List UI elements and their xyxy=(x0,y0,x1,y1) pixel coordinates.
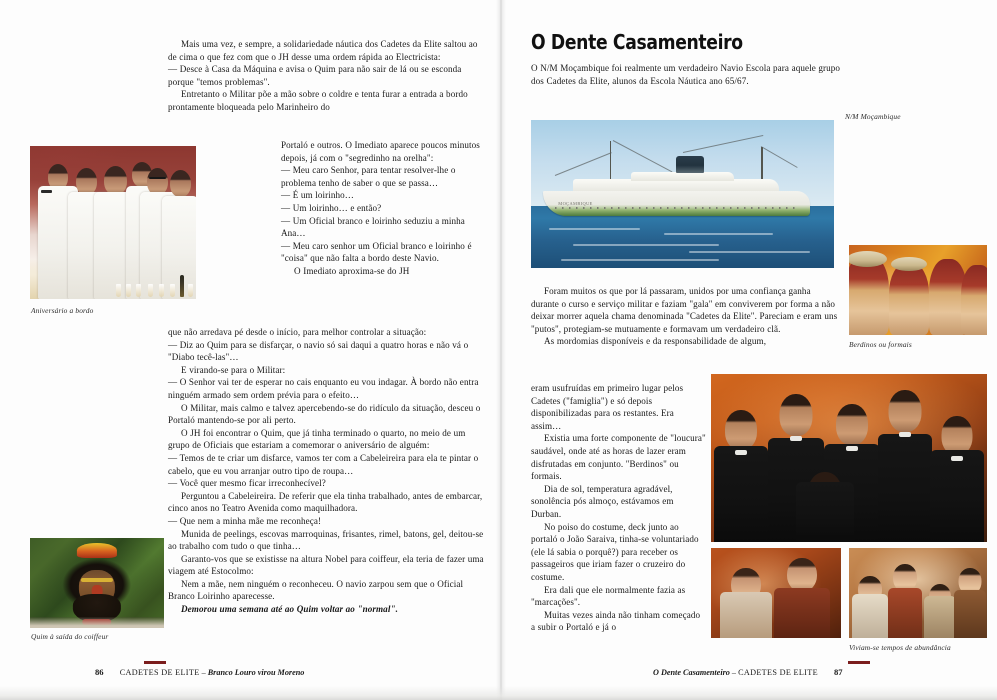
photo-coiffeur xyxy=(30,538,164,628)
page-bottom-edge xyxy=(0,686,997,700)
photo-familia xyxy=(849,548,987,638)
right-running-separator: – xyxy=(731,668,737,677)
right-footer xyxy=(653,667,843,677)
right-text-wide: Foram muitos os que por lá passaram, unidos por uma confiança ganha durante o curso e serviço militar e faziam "gala" em conviverem por forma a não deixar morrer aquela chama denominada "Cadetes da Elite". Pareciam e eram uns "putos", protegiam-se mutuamente e formavam um verdadeiro clã. As mordomias disponíveis e da responsabilidade de algum, xyxy=(531,286,838,347)
photo-aniversario xyxy=(30,146,196,299)
left-text-narrow: Portaló e outros. O Imediato aparece poucos minutos depois, já com o "segredinho na orelha": — Meu caro Senhor, para tentar resolver-lhe o problema tenho de saber o que se passa… — É um loirinho… — Um loirinho… e então? — Um Oficial branco e loirinho seduziu a minha Ana… — Meu caro senhor um Oficial branco e loirinho é "coisa" que não falta a bordo deste Navio. O Imediato aproxima-se do JH xyxy=(281,140,480,276)
right-page xyxy=(500,0,997,700)
left-running-book: CADETES DE ELITE xyxy=(119,668,200,677)
right-running-book: CADETES DE ELITE xyxy=(738,668,818,677)
right-text-narrow: eram usufruídas em primeiro lugar pelos Cadetes ("famiglia") e só depois disponibilizadas para os restantes. Era assim… Existia uma forte componente de "loucura" saudável, onde até as horas de lazer eram disfrutadas em conjunto. "Berdinos" ou formais. Dia de sol, temperatura agradável, sonolência pós almoço, estávamos em Durban. No poiso do costume, deck junto ao portaló o João Saraiva, tinha-se voluntariado (ele lá sabia o porquê?) para receber os passageiros que iriam fazer o cruzeiro do costume. Era dali que ele normalmente fazia as "marcações". Muitas vezes ainda não tinham começado a subir o Portaló e já o xyxy=(531,383,706,633)
left-page-number: 86 xyxy=(95,667,104,677)
left-footer-rule xyxy=(144,661,166,664)
left-running-separator: – xyxy=(201,668,206,677)
left-footer xyxy=(95,667,304,677)
left-text-mid: que não arredava pé desde o início, para melhor controlar a situação: — Diz ao Quim para se disfarçar, o navio só sai daqui a quatro horas e não vá o "Diabo tecê-las"… E virando-se para o Militar: — O Senhor vai ter de esperar no cais enquanto eu vou indagar. À bordo não entra ninguém armado sem ordem prévia para o efeito… O Militar, mais calmo e talvez apercebendo-se do ridículo da situação, desceu o Portaló mantendo-se por ali perto. O JH foi encontrar o Quim, que já tinha terminado o quarto, no meio de um grupo de Oficiais que estariam a comemorar o aniversário de alguém: — Temos de te criar um disfarce, vamos ter com a Cabeleireira para ela te pintar o cabelo, que eu vou arranjar outro tipo de roupa… — Você quer mesmo ficar irreconhecível? Perguntou a Cabeleireira. De referir que ela tinha trabalhado, antes de embarcar, cinco anos no Teatro Avenida como maquilhadora. — Que nem a minha mãe me reconheça! Munida de peelings, escovas marroquinas, frisantes, rimel, batons, gel, deitou-se ao trabalho com tudo o que tinha… Garanto-vos que se existisse na altura Nobel para coiffeur, ela teria de fazer uma viagem até Estocolmo: Nem a mãe, nem ninguém o reconheceu. O navio zarpou sem que o Oficial Branco Loirinho aparecesse. Demorou uma semana até ao Quim voltar ao "normal". xyxy=(168,327,484,615)
left-running-chapter: Branco Louro virou Moreno xyxy=(207,668,305,677)
right-footer-rule xyxy=(848,661,870,664)
caption-berdinos: Berdinos ou formais xyxy=(849,340,912,349)
caption-aniversario: Aniversário a bordo xyxy=(31,306,94,315)
photo-ship: MOÇAMBIQUE xyxy=(531,120,834,268)
caption-coiffeur: Quim à saída do coiffeur xyxy=(31,632,109,641)
photo-casal xyxy=(711,548,841,638)
photo-berdinos xyxy=(849,245,987,335)
page-title: O Dente Casamenteiro xyxy=(531,30,743,54)
caption-ship: N/M Moçambique xyxy=(845,112,901,121)
caption-familia: Viviam-se tempos de abundância xyxy=(849,643,951,652)
photo-grupo-cadetes xyxy=(711,374,987,542)
right-running-chapter: O Dente Casamenteiro xyxy=(653,668,730,677)
page-gutter xyxy=(496,0,506,700)
right-text-top: O N/M Moçambique foi realmente um verdadeiro Navio Escola para aquele grupo dos Cadetes da Elite, alunos da Escola Náutica ano 65/67. xyxy=(531,63,841,86)
left-text-top: Mais uma vez, e sempre, a solidariedade náutica dos Cadetes da Elite saltou ao de cima o que fez com que o JH desse uma ordem rápida ao Electricista: — Desce à Casa da Máquina e avisa o Quim para não sair de lá ou se esconda porque "temos problemas". Entretanto o Militar põe a mão sobre o coldre e tenta furar a entrada a bordo prontamente bloqueada pelo Marinheiro do xyxy=(168,39,478,112)
right-page-number: 87 xyxy=(834,667,843,677)
